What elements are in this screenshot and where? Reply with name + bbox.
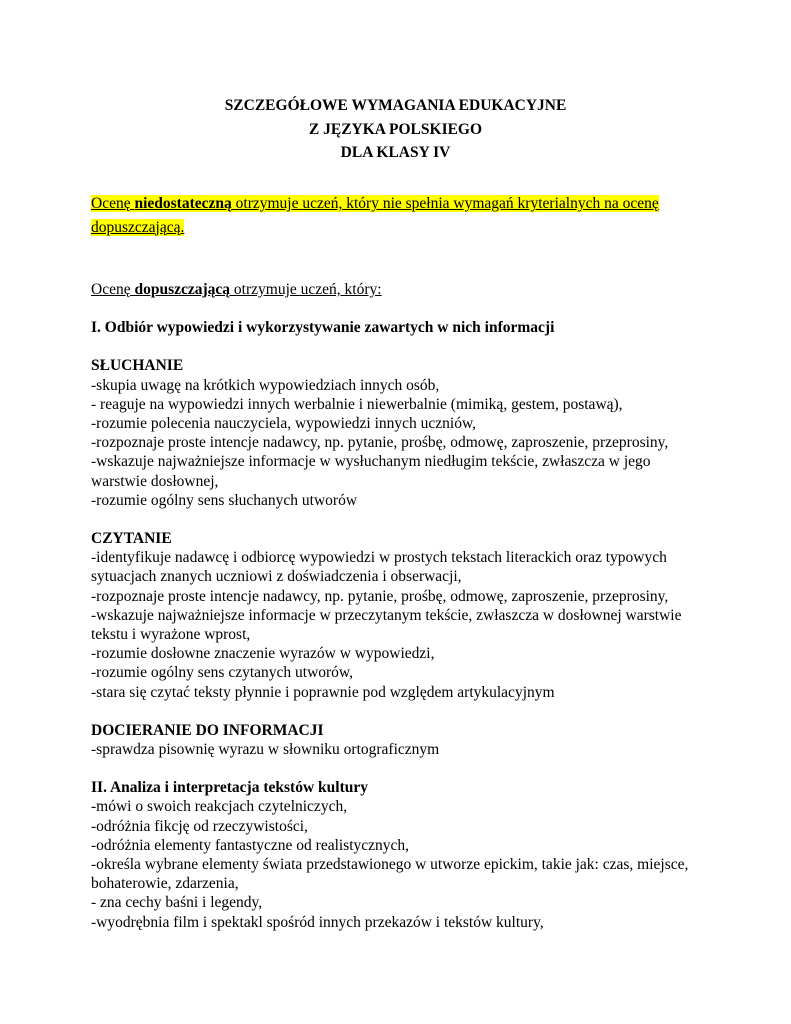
list-item: -wskazuje najważniejsze informacje w przeczytanym tekście, zwłaszcza w dosłownej warstwie tekstu i wyrażone wprost, [91, 606, 682, 644]
grade-suffix: otrzymuje uczeń, który nie spełnia wymagań kryterialnych na ocenę dopuszczającą. [91, 195, 659, 236]
list-item: -sprawdza pisownię wyrazu w słowniku ortograficznym [91, 741, 440, 759]
grade-name: dopuszczającą [134, 281, 231, 298]
list-item: -skupia uwagę na krótkich wypowiedziach innych osób, [91, 376, 440, 394]
czytanie-list [91, 548, 691, 702]
list-item: -wskazuje najważniejsze informacje w wysłuchanym niedługim tekście, zwłaszcza w jego warstwie dosłownej, [91, 453, 651, 490]
list-item: - reaguje na wypowiedzi innych werbalnie i niewerbalnie (mimiką, gestem, postawą), [91, 395, 623, 413]
sluchanie-heading: SŁUCHANIE [91, 357, 184, 375]
list-item: -określa wybrane elementy świata przedstawionego w utworze epickim, takie jak: czas, miejsce, bohaterowie, zdarzenia, [91, 856, 689, 893]
grade-prefix: Ocenę [91, 281, 135, 298]
list-item: -rozumie ogólny sens czytanych utworów, [91, 664, 353, 682]
list-item: -rozumie dosłowne znaczenie wyrazów w wypowiedzi, [91, 645, 435, 663]
list-item: -stara się czytać teksty płynnie i poprawnie pod względem artykulacyjnym [91, 683, 555, 701]
list-item: -rozumie ogólny sens słuchanych utworów [91, 491, 358, 509]
title-line-2: Z JĘZYKA POLSKIEGO [308, 120, 483, 138]
grade-prefix: Ocenę [91, 195, 135, 212]
title-line-3: DLA KLASY IV [340, 144, 451, 161]
list-item: -mówi o swoich reakcjach czytelniczych, [91, 798, 348, 816]
section-1-heading: I. Odbiór wypowiedzi i wykorzystywanie zawartych w nich informacji [91, 319, 555, 337]
grade-niedostateczna-paragraph [91, 192, 691, 239]
list-item: -rozpoznaje proste intencje nadawcy, np. pytanie, prośbę, odmowę, zaproszenie, przeprosiny, [91, 434, 669, 452]
list-item: - zna cechy baśni i legendy, [91, 894, 263, 912]
list-item: -identyfikuje nadawcę i odbiorcę wypowiedzi w prostych tekstach literackich oraz typowych sytuacjach znanych uczniowi z doświadczenia i obserwacji, [91, 549, 667, 586]
list-item: -wyodrębnia film i spektakl spośród innych przekazów i tekstów kultury, [91, 913, 544, 931]
list-item: -rozpoznaje proste intencje nadawcy, np. pytanie, prośbę, odmowę, zaproszenie, przeprosiny, [91, 587, 669, 605]
grade-name: niedostateczną [134, 195, 232, 212]
sluchanie-list [91, 376, 691, 510]
list-item: -odróżnia fikcję od rzeczywistości, [91, 817, 308, 835]
grade-suffix: otrzymuje uczeń, który: [230, 281, 382, 298]
grade-dopuszczajaca-paragraph [91, 280, 691, 299]
list-item: -odróżnia elementy fantastyczne od realistycznych, [91, 836, 410, 854]
document-body [91, 192, 691, 932]
docieranie-list [91, 740, 691, 759]
section-2-heading: II. Analiza i interpretacja tekstów kultury [91, 779, 368, 797]
title-line-1: SZCZEGÓŁOWE WYMAGANIA EDUKACYJNE [224, 97, 567, 114]
czytanie-heading: CZYTANIE [91, 530, 172, 548]
document-title [0, 94, 791, 165]
section-2-list [91, 797, 691, 931]
docieranie-heading: DOCIERANIE DO INFORMACJI [91, 721, 324, 739]
list-item: -rozumie polecenia nauczyciela, wypowiedzi innych uczniów, [91, 415, 477, 433]
